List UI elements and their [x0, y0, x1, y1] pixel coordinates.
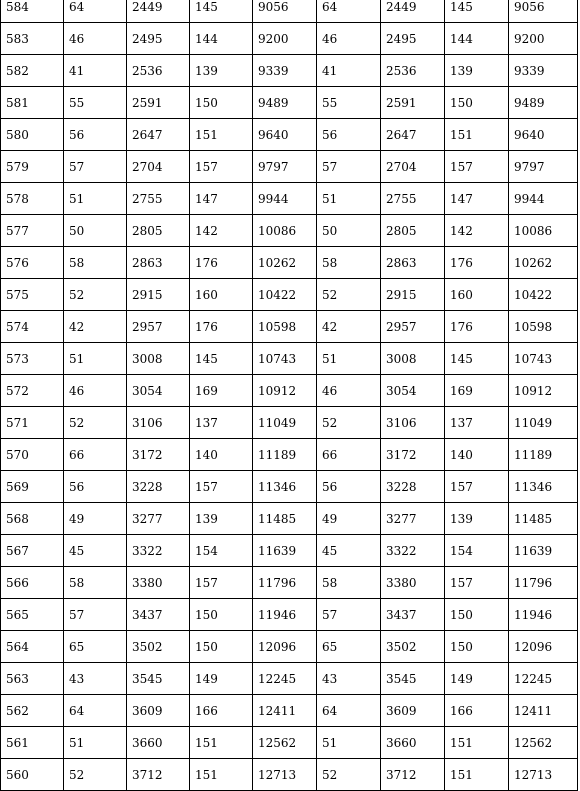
table-cell: 2863 [127, 247, 190, 279]
table-cell: 2591 [127, 87, 190, 119]
table-cell: 46 [317, 375, 381, 407]
table-cell: 9944 [253, 183, 317, 215]
table-cell: 10598 [253, 311, 317, 343]
table-cell: 50 [64, 215, 127, 247]
table-cell: 2495 [127, 23, 190, 55]
table-cell: 2755 [381, 183, 445, 215]
table-cell: 157 [445, 151, 509, 183]
table-cell: 65 [64, 631, 127, 663]
table-cell: 58 [64, 567, 127, 599]
table-cell: 568 [1, 503, 64, 535]
table-cell: 56 [64, 119, 127, 151]
table-cell: 151 [445, 119, 509, 151]
table-cell: 10743 [253, 343, 317, 375]
table-cell: 46 [64, 375, 127, 407]
table-cell: 3172 [127, 439, 190, 471]
table-cell: 176 [190, 311, 253, 343]
table-cell: 565 [1, 599, 64, 631]
table-cell: 10912 [253, 375, 317, 407]
table-cell: 49 [317, 503, 381, 535]
table-cell: 144 [445, 23, 509, 55]
table-cell: 2495 [381, 23, 445, 55]
table-row [1, 279, 578, 311]
table-cell: 145 [445, 0, 509, 23]
table-cell: 2647 [127, 119, 190, 151]
table-cell: 139 [445, 55, 509, 87]
table-cell: 46 [64, 23, 127, 55]
table-cell: 145 [445, 343, 509, 375]
table-row [1, 695, 578, 727]
table-row [1, 311, 578, 343]
table-cell: 579 [1, 151, 64, 183]
table-cell: 157 [190, 471, 253, 503]
table-cell: 157 [190, 151, 253, 183]
table-cell: 52 [317, 407, 381, 439]
table-cell: 3106 [381, 407, 445, 439]
table-cell: 3502 [381, 631, 445, 663]
table-cell: 3437 [381, 599, 445, 631]
table-cell: 42 [317, 311, 381, 343]
table-cell: 2704 [127, 151, 190, 183]
table-cell: 166 [445, 695, 509, 727]
table-cell: 11639 [253, 535, 317, 567]
table-cell: 3712 [381, 759, 445, 791]
table-cell: 10086 [509, 215, 578, 247]
table-cell: 12245 [509, 663, 578, 695]
table-cell: 560 [1, 759, 64, 791]
table-cell: 3228 [381, 471, 445, 503]
table-cell: 9339 [253, 55, 317, 87]
table-row [1, 247, 578, 279]
table-cell: 9640 [509, 119, 578, 151]
table-cell: 151 [190, 727, 253, 759]
table-cell: 57 [317, 599, 381, 631]
table-cell: 157 [445, 567, 509, 599]
table-cell: 139 [190, 503, 253, 535]
table-cell: 160 [190, 279, 253, 311]
table-cell: 564 [1, 631, 64, 663]
table-cell: 151 [445, 759, 509, 791]
table-cell: 11346 [253, 471, 317, 503]
table-cell: 42 [64, 311, 127, 343]
table-cell: 52 [64, 407, 127, 439]
table-cell: 566 [1, 567, 64, 599]
table-cell: 574 [1, 311, 64, 343]
table-cell: 2805 [381, 215, 445, 247]
table-cell: 2591 [381, 87, 445, 119]
table-cell: 169 [445, 375, 509, 407]
table-cell: 10262 [253, 247, 317, 279]
table-cell: 581 [1, 87, 64, 119]
table-cell: 3228 [127, 471, 190, 503]
table-cell: 46 [317, 23, 381, 55]
table-cell: 154 [445, 535, 509, 567]
table-cell: 11796 [509, 567, 578, 599]
table-cell: 10743 [509, 343, 578, 375]
table-cell: 51 [317, 183, 381, 215]
table-cell: 10086 [253, 215, 317, 247]
table-cell: 9797 [253, 151, 317, 183]
table-cell: 573 [1, 343, 64, 375]
table-row [1, 343, 578, 375]
table-row [1, 151, 578, 183]
table-row [1, 599, 578, 631]
table-cell: 150 [190, 631, 253, 663]
table-cell: 3660 [127, 727, 190, 759]
table-cell: 3106 [127, 407, 190, 439]
table-cell: 11189 [509, 439, 578, 471]
table-cell: 52 [64, 279, 127, 311]
table-cell: 2647 [381, 119, 445, 151]
table-cell: 11946 [509, 599, 578, 631]
table-row [1, 0, 578, 23]
table-cell: 151 [445, 727, 509, 759]
table-row [1, 503, 578, 535]
table-cell: 66 [317, 439, 381, 471]
table-cell: 57 [317, 151, 381, 183]
table-cell: 149 [190, 663, 253, 695]
table-cell: 2915 [381, 279, 445, 311]
table-cell: 9339 [509, 55, 578, 87]
table-cell: 9056 [509, 0, 578, 23]
table-row [1, 535, 578, 567]
table-cell: 569 [1, 471, 64, 503]
table-cell: 154 [190, 535, 253, 567]
table-row [1, 567, 578, 599]
table-cell: 9200 [253, 23, 317, 55]
table-cell: 51 [64, 343, 127, 375]
table-cell: 582 [1, 55, 64, 87]
table-cell: 160 [445, 279, 509, 311]
table-row [1, 119, 578, 151]
table-cell: 3277 [127, 503, 190, 535]
table-cell: 576 [1, 247, 64, 279]
score-table-body [1, 0, 578, 791]
table-cell: 9489 [253, 87, 317, 119]
table-cell: 11796 [253, 567, 317, 599]
table-row [1, 215, 578, 247]
table-cell: 563 [1, 663, 64, 695]
table-cell: 11946 [253, 599, 317, 631]
table-cell: 49 [64, 503, 127, 535]
table-cell: 3322 [381, 535, 445, 567]
table-cell: 3054 [127, 375, 190, 407]
table-cell: 561 [1, 727, 64, 759]
table-cell: 11485 [253, 503, 317, 535]
table-cell: 140 [445, 439, 509, 471]
table-cell: 176 [445, 311, 509, 343]
table-row [1, 183, 578, 215]
table-cell: 52 [317, 759, 381, 791]
table-cell: 43 [64, 663, 127, 695]
table-cell: 45 [64, 535, 127, 567]
table-cell: 50 [317, 215, 381, 247]
table-cell: 52 [317, 279, 381, 311]
table-cell: 11346 [509, 471, 578, 503]
table-cell: 577 [1, 215, 64, 247]
table-cell: 137 [190, 407, 253, 439]
table-cell: 150 [190, 87, 253, 119]
table-cell: 9489 [509, 87, 578, 119]
table-row [1, 87, 578, 119]
table-cell: 45 [317, 535, 381, 567]
table-cell: 157 [190, 567, 253, 599]
table-cell: 51 [64, 727, 127, 759]
table-cell: 9797 [509, 151, 578, 183]
table-cell: 12245 [253, 663, 317, 695]
table-row [1, 375, 578, 407]
table-cell: 11639 [509, 535, 578, 567]
table-cell: 12411 [253, 695, 317, 727]
table-row [1, 407, 578, 439]
table-cell: 145 [190, 0, 253, 23]
table-cell: 10912 [509, 375, 578, 407]
table-cell: 142 [445, 215, 509, 247]
table-cell: 2957 [127, 311, 190, 343]
table-cell: 2536 [381, 55, 445, 87]
table-cell: 2915 [127, 279, 190, 311]
table-cell: 150 [445, 599, 509, 631]
table-row [1, 55, 578, 87]
table-cell: 147 [445, 183, 509, 215]
table-cell: 3437 [127, 599, 190, 631]
table-cell: 58 [64, 247, 127, 279]
table-row [1, 471, 578, 503]
table-cell: 55 [64, 87, 127, 119]
table-cell: 64 [64, 695, 127, 727]
table-cell: 583 [1, 23, 64, 55]
table-cell: 12096 [509, 631, 578, 663]
table-row [1, 439, 578, 471]
table-cell: 139 [445, 503, 509, 535]
table-cell: 3008 [381, 343, 445, 375]
table-cell: 57 [64, 151, 127, 183]
table-cell: 66 [64, 439, 127, 471]
table-cell: 3380 [381, 567, 445, 599]
table-cell: 578 [1, 183, 64, 215]
table-cell: 9944 [509, 183, 578, 215]
table-cell: 562 [1, 695, 64, 727]
table-cell: 10422 [253, 279, 317, 311]
table-cell: 2755 [127, 183, 190, 215]
table-cell: 64 [317, 695, 381, 727]
table-cell: 12411 [509, 695, 578, 727]
table-cell: 12096 [253, 631, 317, 663]
table-cell: 166 [190, 695, 253, 727]
table-row [1, 663, 578, 695]
table-row [1, 631, 578, 663]
table-cell: 3322 [127, 535, 190, 567]
table-cell: 584 [1, 0, 64, 23]
table-cell: 51 [317, 343, 381, 375]
table-cell: 147 [190, 183, 253, 215]
table-cell: 139 [190, 55, 253, 87]
table-cell: 2863 [381, 247, 445, 279]
table-cell: 57 [64, 599, 127, 631]
table-cell: 3277 [381, 503, 445, 535]
table-cell: 65 [317, 631, 381, 663]
table-cell: 150 [445, 631, 509, 663]
table-cell: 3545 [381, 663, 445, 695]
table-cell: 2536 [127, 55, 190, 87]
table-cell: 3380 [127, 567, 190, 599]
table-cell: 137 [445, 407, 509, 439]
table-cell: 2449 [127, 0, 190, 23]
table-cell: 56 [317, 471, 381, 503]
table-cell: 151 [190, 119, 253, 151]
table-cell: 9056 [253, 0, 317, 23]
table-cell: 55 [317, 87, 381, 119]
table-row [1, 23, 578, 55]
table-cell: 2805 [127, 215, 190, 247]
table-cell: 3008 [127, 343, 190, 375]
table-cell: 580 [1, 119, 64, 151]
table-cell: 41 [317, 55, 381, 87]
table-cell: 570 [1, 439, 64, 471]
table-cell: 10598 [509, 311, 578, 343]
table-cell: 10262 [509, 247, 578, 279]
table-cell: 142 [190, 215, 253, 247]
table-cell: 12562 [253, 727, 317, 759]
table-cell: 43 [317, 663, 381, 695]
table-cell: 567 [1, 535, 64, 567]
table-cell: 11485 [509, 503, 578, 535]
table-cell: 3054 [381, 375, 445, 407]
table-cell: 11049 [509, 407, 578, 439]
table-cell: 144 [190, 23, 253, 55]
table-cell: 56 [64, 471, 127, 503]
table-cell: 56 [317, 119, 381, 151]
table-cell: 572 [1, 375, 64, 407]
table-cell: 145 [190, 343, 253, 375]
table-row [1, 727, 578, 759]
table-cell: 3609 [381, 695, 445, 727]
table-cell: 157 [445, 471, 509, 503]
table-cell: 2957 [381, 311, 445, 343]
table-cell: 52 [64, 759, 127, 791]
table-cell: 41 [64, 55, 127, 87]
table-cell: 3609 [127, 695, 190, 727]
table-cell: 3172 [381, 439, 445, 471]
table-cell: 575 [1, 279, 64, 311]
table-cell: 58 [317, 567, 381, 599]
table-cell: 3502 [127, 631, 190, 663]
table-cell: 149 [445, 663, 509, 695]
table-cell: 64 [317, 0, 381, 23]
table-cell: 2449 [381, 0, 445, 23]
table-cell: 12562 [509, 727, 578, 759]
table-cell: 9640 [253, 119, 317, 151]
table-cell: 151 [190, 759, 253, 791]
table-cell: 9200 [509, 23, 578, 55]
table-cell: 3712 [127, 759, 190, 791]
table-cell: 11049 [253, 407, 317, 439]
table-cell: 3545 [127, 663, 190, 695]
table-cell: 51 [64, 183, 127, 215]
table-cell: 176 [445, 247, 509, 279]
table-cell: 150 [445, 87, 509, 119]
table-cell: 169 [190, 375, 253, 407]
table-cell: 571 [1, 407, 64, 439]
table-cell: 3660 [381, 727, 445, 759]
table-cell: 150 [190, 599, 253, 631]
table-cell: 176 [190, 247, 253, 279]
table-cell: 140 [190, 439, 253, 471]
table-cell: 51 [317, 727, 381, 759]
table-cell: 12713 [509, 759, 578, 791]
table-cell: 58 [317, 247, 381, 279]
table-cell: 12713 [253, 759, 317, 791]
table-cell: 10422 [509, 279, 578, 311]
table-cell: 64 [64, 0, 127, 23]
table-cell: 11189 [253, 439, 317, 471]
table-cell: 2704 [381, 151, 445, 183]
